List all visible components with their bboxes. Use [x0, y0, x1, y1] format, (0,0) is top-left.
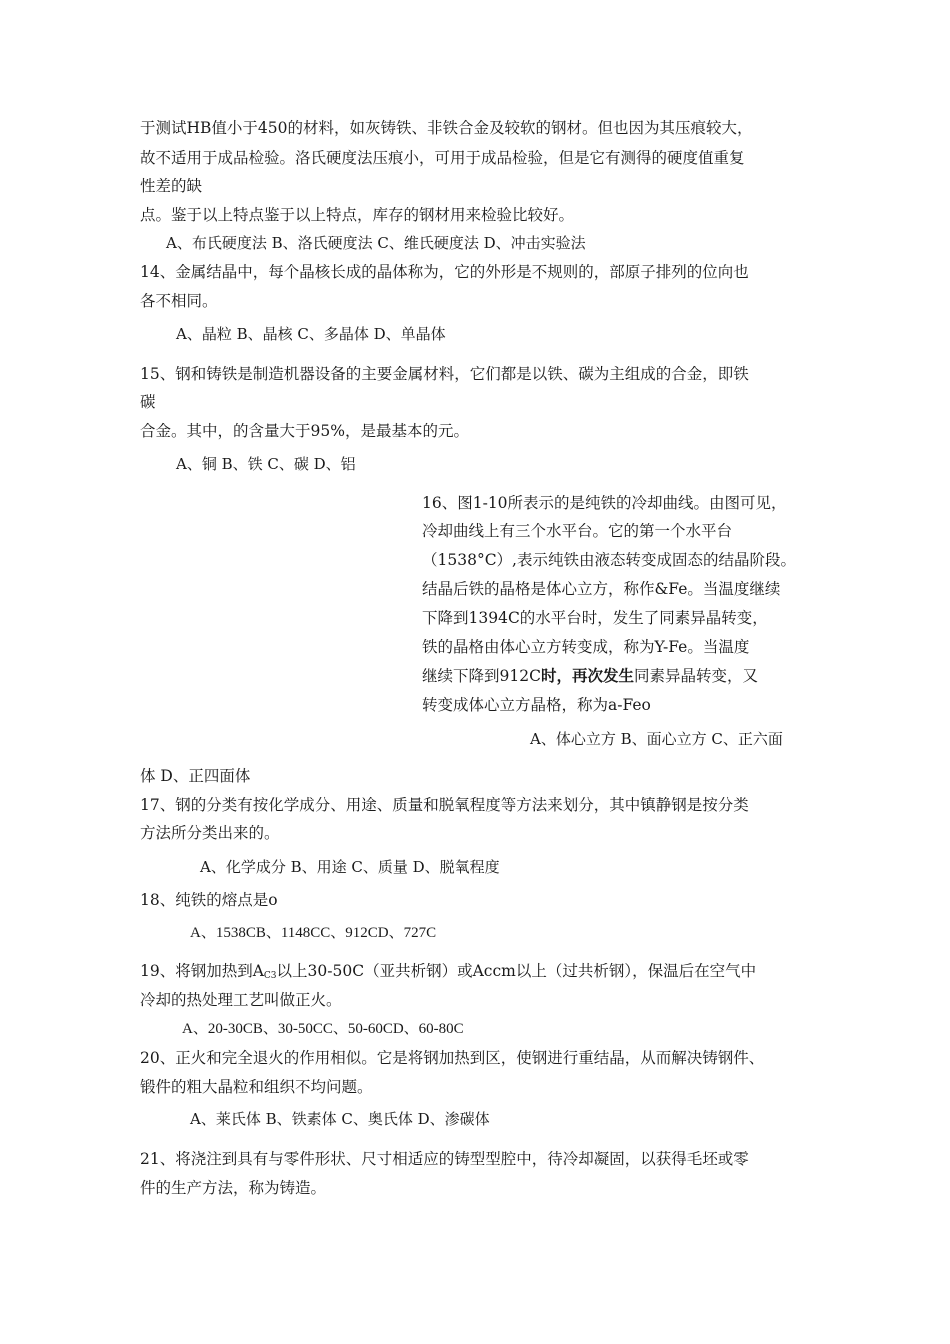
q14-options: A、晶粒 B、晶核 C、多晶体 D、单晶体	[176, 325, 446, 343]
intro-line-3: 性差的缺	[140, 177, 203, 195]
q19-subscript: C3	[263, 971, 277, 981]
q20-line-1: 20、正火和完全退火的作用相似。它是将钢加热到区，使钢进行重结晶，从而解决铸钢件、	[140, 1049, 765, 1067]
q20-line-2: 锻件的粗大晶粒和组织不均问题。	[140, 1078, 373, 1096]
q16-options-continued: 体 D、正四面体	[140, 767, 251, 785]
q19-options: A、20-30CB、30-50CC、50-60CD、60-80C	[182, 1021, 464, 1037]
q16-line-3: （1538°C）,表示纯铁由液态转变成固态的结晶阶段。	[422, 551, 796, 569]
q19-line-1	[140, 961, 756, 986]
q17-line-1: 17、钢的分类有按化学成分、用途、质量和脱氧程度等方法来划分，其中镇静钢是按分类	[140, 796, 749, 814]
q17-line-2: 方法所分类出来的。	[140, 824, 280, 842]
q15-line-3: 合金。其中，的含量大于95%，是最基本的元。	[140, 422, 469, 440]
q16-line-5: 下降到1394C的水平台时，发生了同素异晶转变，	[422, 609, 768, 627]
q17-options: A、化学成分 B、用途 C、质量 D、脱氧程度	[200, 858, 500, 876]
q16-line-7-part-3: 同素异晶转变，又	[633, 667, 758, 685]
q15-line-2: 碳	[140, 393, 156, 411]
q15-line-1: 15、钢和铸铁是制造机器设备的主要金属材料，它们都是以铁、碳为主组成的合金，即铁	[140, 365, 749, 383]
q19-line-2: 冷却的热处理工艺叫做正火。	[140, 991, 342, 1009]
q16-line-4: 结晶后铁的晶格是体心立方，称作&Fe。当温度继续	[422, 580, 781, 598]
q20-options: A、莱氏体 B、铁素体 C、奥氏体 D、渗碳体	[190, 1110, 490, 1128]
intro-line-2: 故不适用于成品检验。洛氏硬度法压痕小，可用于成品检验，但是它有测得的硬度值重复	[140, 149, 745, 167]
q21-line-1: 21、将浇注到具有与零件形状、尺寸相适应的铸型型腔中，待冷却凝固，以获得毛坯或零	[140, 1150, 749, 1168]
q16-line-7-bold: 时，再次发生	[540, 667, 634, 685]
intro-line-4: 点。鉴于以上特点鉴于以上特点，库存的钢材用来检验比较好。	[140, 206, 575, 224]
q14-line-1: 14、金属结晶中，每个晶核长成的晶体称为，它的外形是不规则的，部原子排列的位向也	[140, 263, 749, 281]
intro-options: A、布氏硬度法 B、洛氏硬度法 C、维氏硬度法 D、冲击实验法	[166, 234, 586, 252]
q14-line-2: 各不相同。	[140, 292, 218, 310]
q16-line-8: 转变成体心立方晶格，称为a-Feo	[422, 696, 651, 714]
q18-options: A、1538CB、1148CC、912CD、727C	[190, 925, 437, 941]
q16-line-7	[422, 666, 758, 686]
q16-options: A、体心立方 B、面心立方 C、正六面	[530, 730, 783, 748]
q18-line-1: 18、纯铁的熔点是o	[140, 891, 278, 909]
q16-line-7-part-1: 继续下降到912C	[422, 667, 541, 685]
q15-options: A、铜 B、铁 C、碳 D、铝	[176, 455, 356, 473]
q19-line-1-part-1: 19、将钢加热到A	[140, 962, 264, 980]
q21-line-2: 件的生产方法，称为铸造。	[140, 1179, 327, 1197]
q16-line-1: 16、图1-10所表示的是纯铁的冷却曲线。由图可见，	[422, 494, 787, 512]
q16-line-2: 冷却曲线上有三个水平台。它的第一个水平台	[422, 522, 733, 540]
q19-line-1-part-2: 以上30-50C（亚共析钢）或Accm以上（过共析钢），保温后在空气中	[276, 962, 757, 980]
intro-line-1: 于测试HB值小于450的材料，如灰铸铁、非铁合金及较软的钢材。但也因为其压痕较大，	[140, 119, 753, 137]
q16-line-6: 铁的晶格由体心立方转变成，称为Y-Fe。当温度	[422, 638, 750, 656]
